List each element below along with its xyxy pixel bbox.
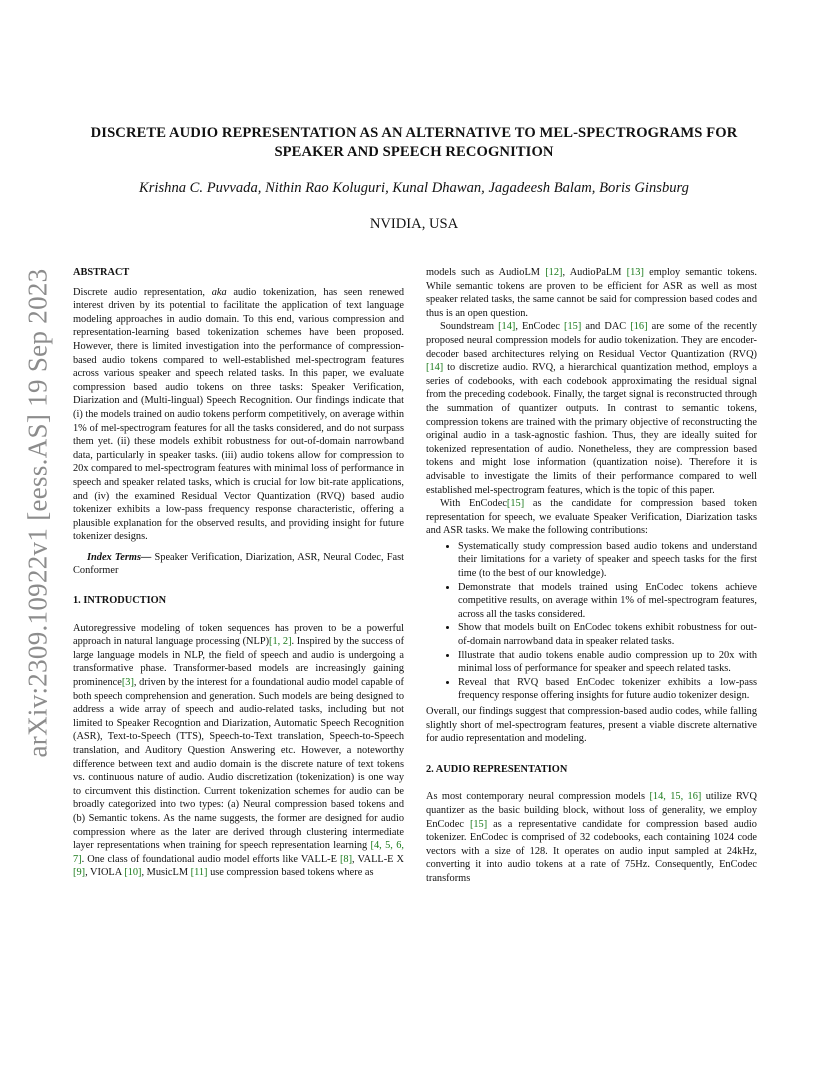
citation-link[interactable]: [4, 5, 6, 7]	[73, 840, 404, 865]
index-terms-list: Speaker Verification, Diarization, ASR, Neural Codec, Fast Conformer	[73, 551, 404, 577]
citation-link[interactable]: [15]	[506, 498, 525, 510]
citation-link[interactable]: [9]	[73, 867, 86, 879]
intro-paragraph	[73, 622, 404, 880]
intro-text: use compression based tokens where as	[207, 867, 374, 879]
paragraph-semantic-tokens	[426, 266, 757, 320]
intro-text: . Inspired by the success of large language models in NLP, the field of speech and audio is undergoing a transformative phase. Transformer-based models are increasingly gaining prominence	[73, 636, 405, 689]
body-text: utilize RVQ quantizer as the basic building block, without loss of generality, we employ EnCodec	[426, 791, 757, 830]
citation-link[interactable]: [13]	[626, 267, 644, 278]
affiliation: NVIDIA, USA	[369, 216, 459, 232]
body-text: are some of the recently proposed neural compression models for audio tokenization. They are encoder-decoder based architectures relying on Residual Vector Quantization (RVQ)	[426, 321, 757, 360]
paragraph-contributions-intro	[426, 497, 757, 538]
citation-link[interactable]: [14]	[498, 321, 516, 333]
contributions-list	[426, 540, 757, 703]
index-terms-label: Index Terms—	[87, 551, 152, 563]
citation-link[interactable]: [14, 15, 16]	[649, 791, 702, 803]
body-text: to discretize audio. RVQ, a hierarchical quantization method, employs a series of codebooks, with each codebook approximating the residual signal from the preceding codebook. Finally, the target signal is reconstructed through the summation of quantizer outputs. In contrast to semantic tokens, compression tokens are trained with the primary objective of reconstructing the original audio in a task-agnostic fashion. Thus, they are ideally suited for tokenized representation of audio. Nonetheless, they are compression based tokens and might lose information (quantization noise). Therefore it is advisable to investigate the limits of their performance compared to well established mel-spectrogram features, which is the topic of this paper.	[426, 362, 757, 496]
citation-link[interactable]: [15]	[469, 818, 488, 830]
citation-link[interactable]: [10]	[124, 867, 142, 879]
abstract-text-b: audio tokenization, has seen renewed interest driven by its potential to facilitate the application of text language modeling approaches in audio domain. To this end, various compression and representation-learning based tokenization schemes have been proposed. However, there is limited investigation into the performance of compression-based audio tokens compared to well-established mel-spectrogram features across various speaker and speech related tasks. In this paper, we evaluate compression based audio tokens on three tasks: Speaker Verification, Diarization and (Multi-lingual) Speech Recognition. Our findings indicate that (i) the models trained on audio tokens perform competitively, on average within 1% of mel-spectrogram features for all the tasks considered, and do not surpass them yet. (ii) these models exhibit robustness for out-of-domain narrowband data, particularly in speaker tasks. (iii) audio tokens allow for compression to 20x compared to mel-spectrogram features with minimal loss of performance in speech and speaker related tasks, which is crucial for low bit-rate applications, and (iv) the examined Residual Vector Quantization (RVQ) based audio tokenizer exhibits a low-pass frequency response characteristic, offering a plausible explanation for the observed results, and providing insight for future tokenizer designs.	[73, 286, 405, 543]
paper-title: DISCRETE AUDIO REPRESENTATION AS AN ALTERNATIVE TO MEL-SPECTROGRAMS FOR SPEAKER AND SPEECH RECOGNITION	[90, 125, 738, 160]
body-text: models such as AudioLM	[426, 267, 546, 278]
citation-link[interactable]: [12]	[545, 267, 563, 278]
citation-link[interactable]: [11]	[190, 867, 208, 879]
body-text: and DAC	[581, 321, 631, 333]
intro-text: , driven by the interest for a foundational audio model capable of both speech comprehension and generation. Such models are being designed to address a wide array of speech and audio-related tasks, including but not limited to Speaker Recogntion and Diarization, Automatic Speech Recognition (ASR), Text-to-Speech (TTS), Speech-to-Text translation, Speech-to-Speech translation, and Auditory Question Answering etc. However, a noteworthy difference between text and audio domain is the discrete nature of text tokens vs. continuous nature of audio. Audio discretization (tokenization) is one way to circumvent this distinction. Current tokenization schemes for audio can be broadly categorized into two types: (a) Neural compression based tokens and (b) Semantic tokens. As the name suggests, the former are designed for audio compression where as the later are derived through clustering intermediate layer representations when training for speech representation learning	[73, 677, 404, 852]
intro-text: , MusicLM	[141, 867, 191, 879]
paragraph-overall: Overall, our findings suggest that compression-based audio codes, while falling slightly short of mel-spectrogram features, present a viable discrete alternative for audio representation and modeling.	[426, 706, 757, 745]
paragraph-audio-representation	[426, 790, 757, 885]
citation-link[interactable]: [15]	[564, 321, 582, 333]
arxiv-sidebar-stamp	[18, 268, 58, 758]
intro-text: Autoregressive modeling of token sequences has proven to be a powerful approach in natural language processing (NLP)	[73, 622, 404, 648]
body-text: , AudioPaLM	[562, 267, 627, 278]
body-text: as the candidate for compression based token representation for speech, we evaluate Speaker Verification, Diarization tasks and ASR tasks. We make the following contributions:	[426, 498, 757, 537]
intro-text: , VALL-E X	[352, 853, 404, 865]
section2-heading: 2. AUDIO REPRESENTATION	[426, 763, 568, 775]
citation-link[interactable]: [8]	[339, 853, 353, 865]
contribution-item: • Illustrate that audio tokens enable audio compression up to 20x with minimal loss of performance for speaker and speech related tasks.	[458, 649, 757, 676]
paragraph-compression-models	[426, 320, 757, 497]
body-text: Soundstream	[440, 321, 499, 333]
intro-text: , VIOLA	[85, 867, 125, 879]
intro-text: . One class of foundational audio model efforts like VALL-E	[81, 853, 340, 865]
contribution-item: • Show that models built on EnCodec tokens exhibit robustness for out-of-domain narrowband data in speaker related tasks.	[458, 621, 757, 648]
contribution-item: • Reveal that RVQ based EnCodec tokenizer exhibits a low-pass frequency response offering insights for future audio tokenizer design.	[458, 676, 757, 703]
body-text: With EnCodec	[440, 498, 507, 510]
index-terms	[73, 551, 404, 578]
abstract-text-a: Discrete audio representation,	[73, 286, 212, 298]
arxiv-identifier: arXiv:2309.10922v1 [eess.AS] 19 Sep 2023	[22, 268, 53, 758]
body-text: as a representative candidate for compression based audio tokenizer. EnCodec is comprised of 32 codebooks, each containing 1024 code vectors with a size of 128. It operates on audio input sampled at 24kHz, converting it into audio tokens at a rate of 75Hz. Consequently, EnCodec transforms	[426, 818, 757, 884]
abstract-heading: ABSTRACT	[73, 267, 130, 278]
citation-link[interactable]: [1, 2]	[269, 636, 292, 648]
citation-link[interactable]: [16]	[630, 321, 648, 333]
right-column	[426, 266, 757, 886]
intro-heading: 1. INTRODUCTION	[73, 595, 167, 607]
author-list: Krishna C. Puvvada, Nithin Rao Koluguri, Kunal Dhawan, Jagadeesh Balam, Boris Ginsburg	[139, 180, 689, 196]
contribution-item: • Systematically study compression based audio tokens and understand their limitations for a variety of speaker and speech tasks for the first time (to the best of our knowledge).	[458, 540, 757, 581]
citation-link[interactable]: [14]	[426, 362, 444, 374]
left-column	[73, 266, 404, 880]
body-text: , EnCodec	[515, 321, 565, 333]
citation-link[interactable]: [3]	[121, 677, 134, 689]
abstract-aka: aka	[211, 286, 227, 298]
contribution-item: • Demonstrate that models trained using EnCodec tokens achieve competitive results, on average within 1% of mel-spectrogram features, across all the tasks considered.	[458, 581, 757, 622]
body-text: employ semantic tokens. While semantic tokens are proven to be efficient for ASR as well as most speaker related tasks, the same cannot be said for compression based codes and thus is an open question.	[426, 267, 758, 319]
abstract-body	[73, 286, 404, 544]
body-text: As most contemporary neural compression models	[426, 791, 650, 803]
